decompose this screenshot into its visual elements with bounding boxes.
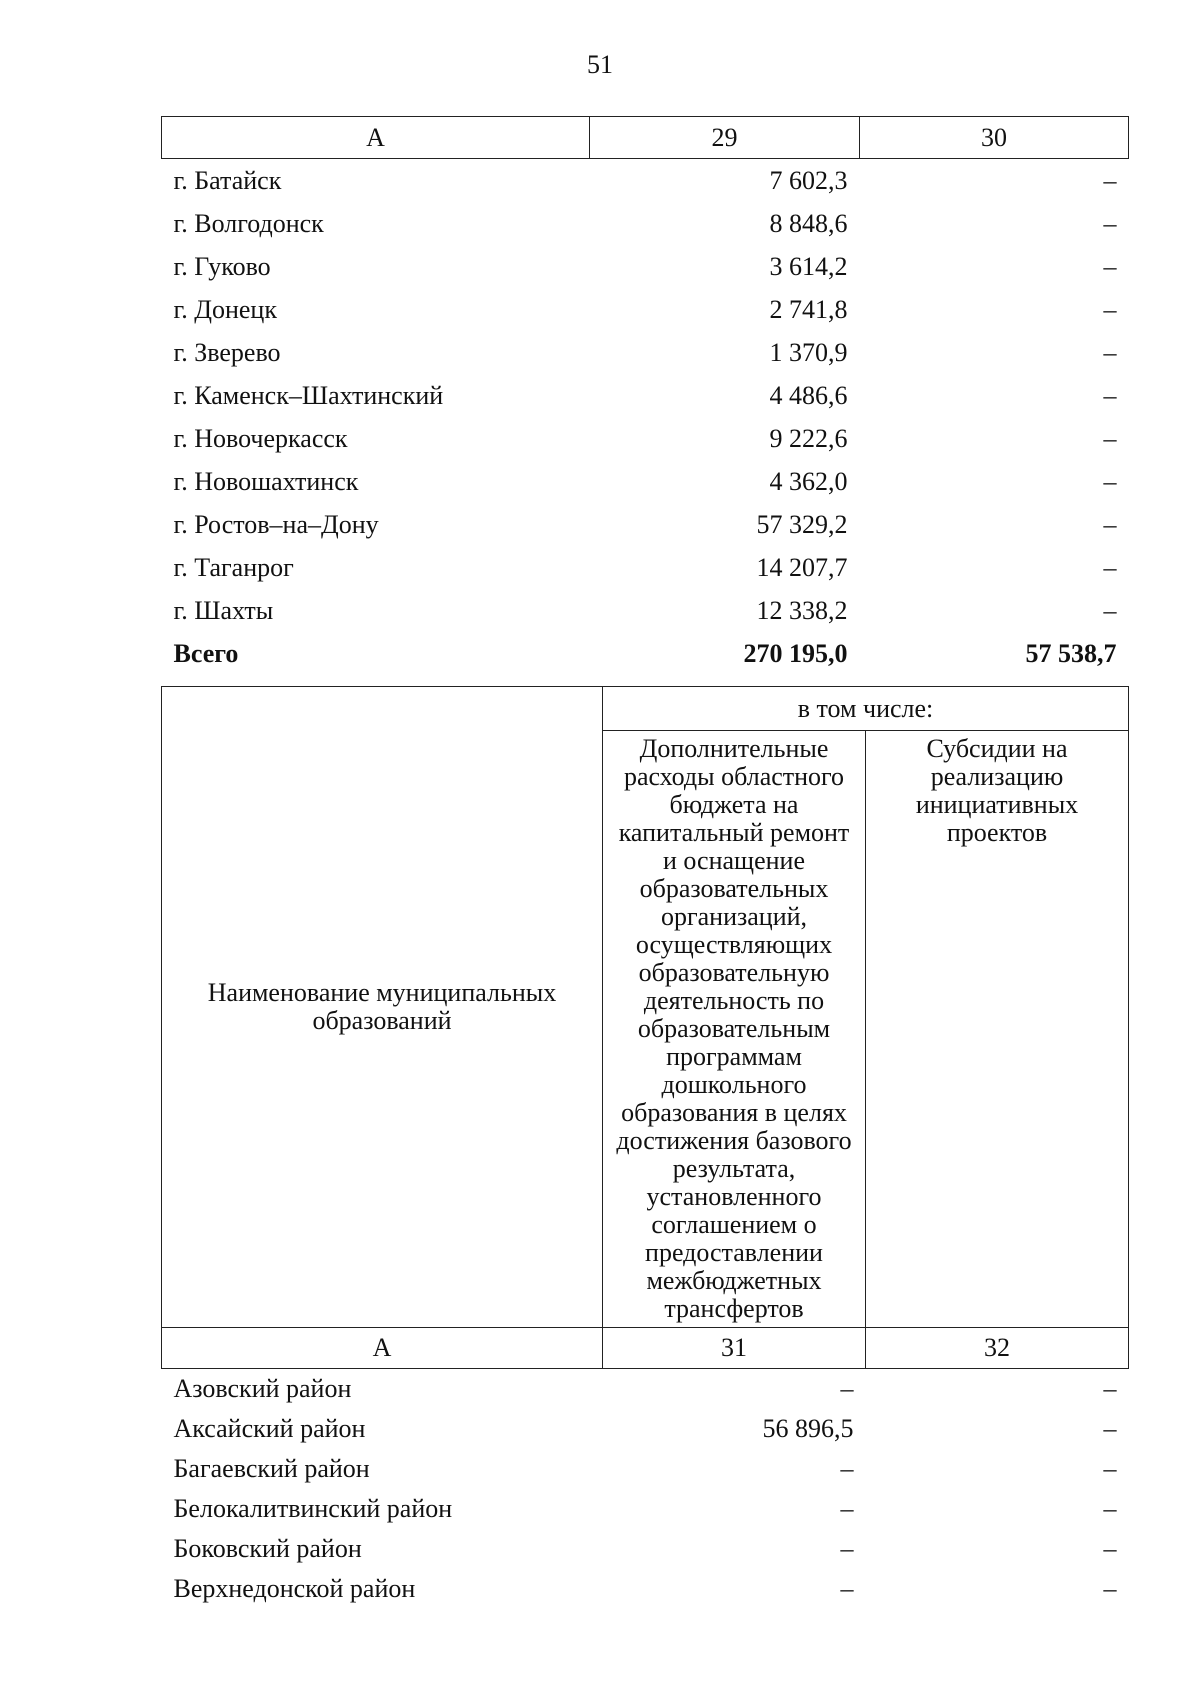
column-header-30: 30 bbox=[860, 117, 1129, 159]
table-row bbox=[162, 1449, 1129, 1489]
value-col-30: – bbox=[1103, 208, 1117, 238]
municipality-name: г. Донецк bbox=[173, 294, 277, 324]
header-col-31: Дополнительные расходы областного бюджета на капитальный ремонт и оснащение образовательных организаций, осуществляющих образовательную деятельность по образовательным программам дошкольного образования в целях достижения базового результата, установленного соглашением о предоставлении межбюджетных трансфертов bbox=[603, 731, 866, 1328]
municipality-name: Багаевский район bbox=[173, 1454, 370, 1483]
column-header-29: 29 bbox=[590, 117, 860, 159]
value-col-29: 14 207,7 bbox=[756, 552, 848, 582]
value-col-29: 1 370,9 bbox=[769, 337, 848, 367]
municipality-name: г. Таганрог bbox=[173, 552, 294, 582]
page-number: 51 bbox=[587, 50, 613, 79]
value-col-29: 57 329,2 bbox=[756, 509, 848, 539]
table-row bbox=[162, 1529, 1129, 1569]
header-row-top bbox=[162, 687, 1129, 731]
column-header-a: А bbox=[162, 1328, 603, 1369]
table-row bbox=[162, 202, 1129, 245]
value-col-31: – bbox=[840, 1534, 854, 1563]
value-col-29: 3 614,2 bbox=[769, 251, 848, 281]
value-col-29: 9 222,6 bbox=[769, 423, 848, 453]
header-col-32: Субсидии на реализацию инициативных проектов bbox=[866, 731, 1129, 1328]
municipality-name: г. Волгодонск bbox=[173, 208, 324, 238]
municipality-name: г. Батайск bbox=[173, 165, 282, 195]
table-row bbox=[162, 460, 1129, 503]
value-col-31: – bbox=[840, 1374, 854, 1403]
total-col-30: 57 538,7 bbox=[1025, 638, 1117, 668]
table-row bbox=[162, 1569, 1129, 1609]
table-row bbox=[162, 1409, 1129, 1449]
table-row bbox=[162, 417, 1129, 460]
value-col-30: – bbox=[1103, 509, 1117, 539]
table-row bbox=[162, 1369, 1129, 1410]
value-col-30: – bbox=[1103, 251, 1117, 281]
total-col-29: 270 195,0 bbox=[743, 638, 848, 668]
table-row bbox=[162, 288, 1129, 331]
value-col-29: 8 848,6 bbox=[769, 208, 848, 238]
budget-table-districts bbox=[161, 686, 1129, 1609]
municipality-name: Азовский район bbox=[173, 1374, 352, 1403]
table-row bbox=[162, 546, 1129, 589]
value-col-30: – bbox=[1103, 552, 1117, 582]
value-col-29: 7 602,3 bbox=[769, 165, 848, 195]
value-col-31: – bbox=[840, 1574, 854, 1603]
value-col-30: – bbox=[1103, 423, 1117, 453]
budget-table-cities bbox=[161, 116, 1129, 675]
municipality-name: г. Новочеркасск bbox=[173, 423, 348, 453]
total-label: Всего bbox=[173, 638, 239, 668]
value-col-32: – bbox=[1103, 1374, 1117, 1403]
value-col-29: 4 362,0 bbox=[769, 466, 848, 496]
value-col-32: – bbox=[1103, 1574, 1117, 1603]
value-col-29: 2 741,8 bbox=[769, 294, 848, 324]
value-col-30: – bbox=[1103, 294, 1117, 324]
column-numbering-row bbox=[162, 1328, 1129, 1369]
value-col-30: – bbox=[1103, 337, 1117, 367]
column-header-31: 31 bbox=[603, 1328, 866, 1369]
table-row bbox=[162, 1489, 1129, 1529]
municipality-name: г. Каменск–Шахтинский bbox=[173, 380, 444, 410]
municipality-name: г. Ростов–на–Дону bbox=[173, 509, 379, 539]
municipality-name: г. Шахты bbox=[173, 595, 274, 625]
total-row bbox=[162, 632, 1129, 675]
column-header-32: 32 bbox=[866, 1328, 1129, 1369]
value-col-29: 12 338,2 bbox=[756, 595, 848, 625]
table-row bbox=[162, 589, 1129, 632]
header-including: в том числе: bbox=[603, 687, 1129, 731]
table-row bbox=[162, 331, 1129, 374]
value-col-30: – bbox=[1103, 595, 1117, 625]
municipality-name: Верхнедонской район bbox=[173, 1574, 416, 1603]
column-header-a: А bbox=[162, 117, 590, 159]
table-row bbox=[162, 159, 1129, 203]
municipality-name: г. Новошахтинск bbox=[173, 466, 359, 496]
value-col-32: – bbox=[1103, 1534, 1117, 1563]
municipality-name: г. Гуково bbox=[173, 251, 271, 281]
table-row bbox=[162, 374, 1129, 417]
municipality-name: Белокалитвинский район bbox=[173, 1494, 453, 1523]
value-col-32: – bbox=[1103, 1454, 1117, 1483]
value-col-29: 4 486,6 bbox=[769, 380, 848, 410]
municipality-name: Аксайский район bbox=[173, 1414, 366, 1443]
value-col-31: – bbox=[840, 1494, 854, 1523]
municipality-name: г. Зверево bbox=[173, 337, 281, 367]
municipality-name: Боковский район bbox=[173, 1534, 362, 1563]
column-numbering-row bbox=[162, 117, 1129, 159]
table-row bbox=[162, 245, 1129, 288]
value-col-31: 56 896,5 bbox=[762, 1414, 854, 1443]
value-col-30: – bbox=[1103, 165, 1117, 195]
value-col-30: – bbox=[1103, 466, 1117, 496]
value-col-32: – bbox=[1103, 1494, 1117, 1523]
value-col-32: – bbox=[1103, 1414, 1117, 1443]
value-col-30: – bbox=[1103, 380, 1117, 410]
header-municipality-name: Наименование муниципальных образований bbox=[162, 687, 603, 1328]
table-row bbox=[162, 503, 1129, 546]
value-col-31: – bbox=[840, 1454, 854, 1483]
